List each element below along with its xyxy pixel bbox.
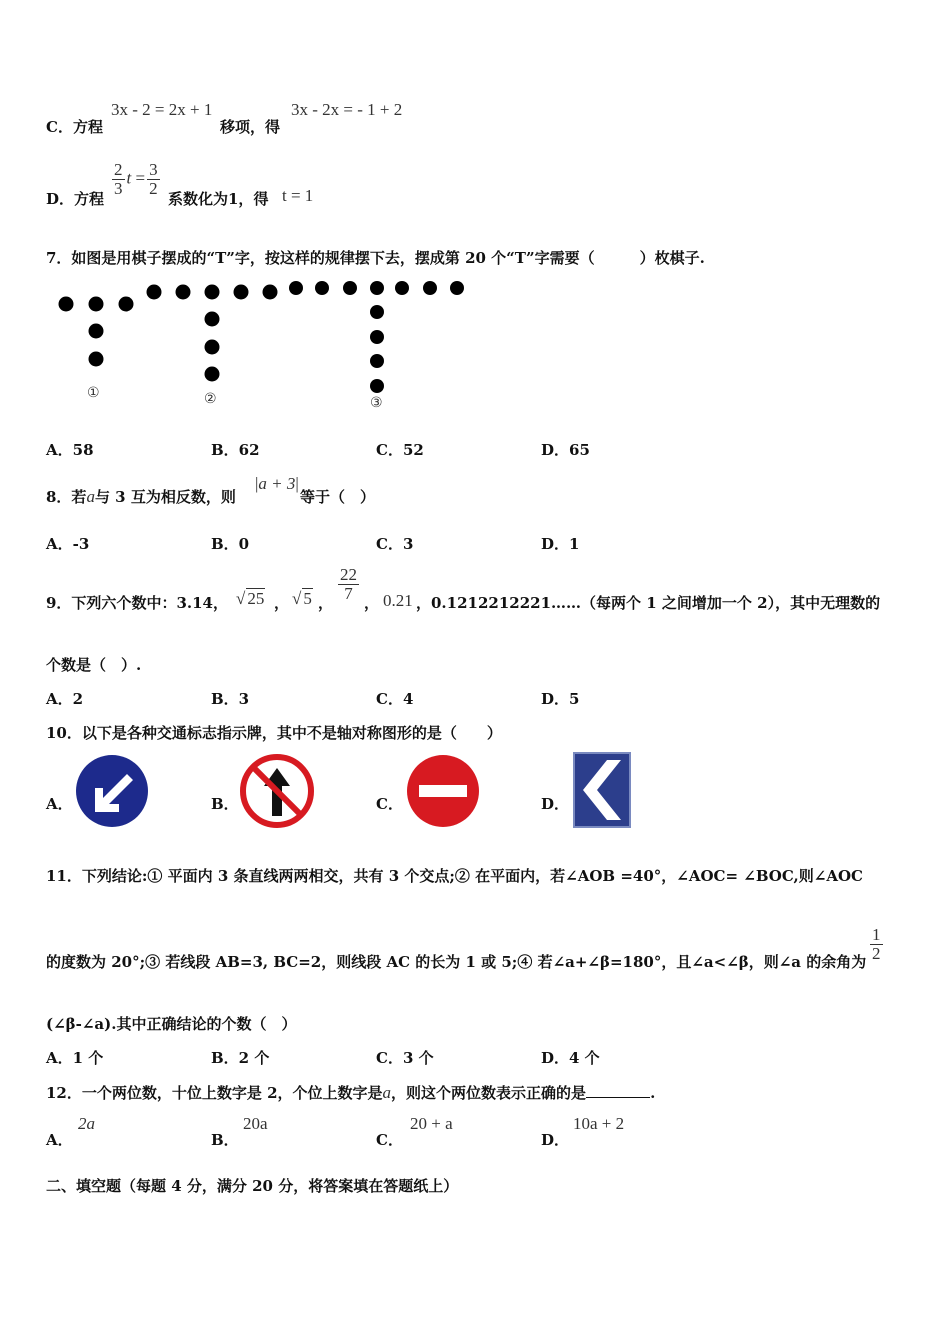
option-a: A． <box>46 1131 73 1149</box>
option-text: 方程 <box>72 118 103 136</box>
option-b: B． <box>211 1131 239 1149</box>
separator: ， <box>274 594 290 612</box>
chess-piece <box>59 297 74 312</box>
question-text: 等于（ ） <box>300 488 376 506</box>
option-d: D．4 个 <box>541 1049 600 1067</box>
chess-piece <box>370 330 384 344</box>
chess-piece <box>370 379 384 393</box>
option-text: 移项，得 <box>220 118 281 136</box>
section-title: 二、填空题（每题 4 分，满分 20 分，将答案填在答题纸上） <box>46 1177 459 1195</box>
chess-piece <box>423 281 437 295</box>
chess-piece <box>205 285 220 300</box>
question-11-line-2: 的度数为 20°;③ 若线段 AB=3, BC=2，则线段 AC 的长为 1 或 5;④ 若∠a+∠β=180°，且∠a<∠β，则∠a 的余角为 <box>46 953 867 971</box>
expression: 2a <box>78 1114 95 1133</box>
question-text: 个数是（ ）. <box>46 656 142 674</box>
question-9-stem: 9．下列六个数中：3.14， <box>46 594 228 612</box>
fraction: $\frac{2}{3}$ <box>114 160 123 198</box>
chess-piece <box>147 285 162 300</box>
option-d: D． <box>541 1131 570 1149</box>
option-text: 方程 <box>74 190 105 208</box>
chess-piece <box>395 281 409 295</box>
option-a: A．58 <box>46 441 94 459</box>
option-c: C． <box>376 1131 403 1149</box>
figure-label: ③ <box>370 395 383 411</box>
question-text: ，0.1212212221……（每两个 1 之间增加一个 2），其中无理数的 <box>416 594 881 612</box>
option-b: B．3 <box>211 690 250 708</box>
option-a: A．1 个 <box>46 1049 104 1067</box>
option-d: D．65 <box>541 441 590 459</box>
fraction: $\frac{3}{2}$ <box>149 160 158 198</box>
chess-piece <box>119 297 134 312</box>
option-b: B．62 <box>211 441 260 459</box>
equation-1: 3x - 2 = 2x + 1 <box>111 100 213 119</box>
expression: 20 + a <box>410 1114 453 1133</box>
chess-piece <box>89 297 104 312</box>
chess-piece <box>263 285 278 300</box>
question-12-stem: 12．一个两位数，十位上数字是 2，个位上数字是a，则这个两位数表示正确的是 . <box>46 1083 656 1102</box>
option-b: B．2 个 <box>211 1049 270 1067</box>
fraction: $\frac{22}{7}$ <box>340 565 357 603</box>
question-7-stem: 7．如图是用棋子摆成的“T”字，按这样的规律摆下去，摆成第 20 个“T”字需要（ ）枚棋子. <box>46 249 705 267</box>
no-straight-sign-icon <box>240 754 314 828</box>
chess-piece <box>370 281 384 295</box>
option-text: 系数化为1，得 <box>168 190 269 208</box>
question-11-line-1: 11．下列结论:① 平面内 3 条直线两两相交，共有 3 个交点;② 在平面内，若∠AOB =40°，∠AOC= ∠BOC,则∠AOC <box>46 867 863 885</box>
option-b: B．0 <box>211 535 250 553</box>
chess-piece <box>205 367 220 382</box>
chevron-sign-icon <box>573 752 631 828</box>
option-letter: D． <box>46 190 75 208</box>
no-entry-sign-icon <box>406 754 480 828</box>
question-10-stem: 10．以下是各种交通标志指示牌，其中不是轴对称图形的是（ ） <box>46 724 502 742</box>
answer-blank <box>586 1083 650 1098</box>
option-d: D．1 <box>541 535 580 553</box>
figure-label: ② <box>204 391 217 407</box>
equation-2: 3x - 2x = - 1 + 2 <box>291 100 403 119</box>
separator: ， <box>318 594 334 612</box>
t-pattern-figure <box>50 276 480 416</box>
option-c: C．3 个 <box>376 1049 434 1067</box>
fraction-equation: $\frac{2}{3}$ t = $\frac{3}{2}$ <box>114 160 158 198</box>
option-letter: C． <box>46 118 73 136</box>
sqrt-25: √ 25 <box>236 589 265 608</box>
absolute-value: |a + 3| <box>255 474 299 493</box>
chess-piece <box>370 305 384 319</box>
chess-piece <box>450 281 464 295</box>
question-11-line-3: (∠β-∠a).其中正确结论的个数（ ） <box>46 1015 297 1033</box>
chess-piece <box>205 312 220 327</box>
option-c-line <box>46 116 103 137</box>
question-8-stem: 8．若a与 3 互为相反数，则 <box>46 487 236 506</box>
chess-piece <box>176 285 191 300</box>
fraction: $\frac{1}{2}$ <box>872 925 881 963</box>
chess-piece <box>89 324 104 339</box>
arrow-sign-icon <box>75 754 149 828</box>
chess-piece <box>343 281 357 295</box>
option-a: A．2 <box>46 690 84 708</box>
option-d-line <box>46 188 104 209</box>
chess-piece <box>370 354 384 368</box>
separator: ， <box>364 594 380 612</box>
option-c: C．4 <box>376 690 414 708</box>
option-c: C． <box>376 795 403 813</box>
result: t = 1 <box>282 186 314 205</box>
expression: 20a <box>243 1114 268 1133</box>
option-c: C．52 <box>376 441 424 459</box>
option-a: A．-3 <box>46 535 90 553</box>
expression: 10a + 2 <box>573 1114 625 1133</box>
option-d: D．5 <box>541 690 580 708</box>
option-a: A． <box>46 795 73 813</box>
figure-label: ① <box>87 385 100 401</box>
option-b: B． <box>211 795 239 813</box>
chess-piece <box>315 281 329 295</box>
chess-piece <box>234 285 249 300</box>
repeating-decimal: 0.21 <box>383 591 413 610</box>
chess-piece <box>205 340 220 355</box>
chess-piece <box>289 281 303 295</box>
option-d: D． <box>541 795 570 813</box>
option-c: C．3 <box>376 535 414 553</box>
chess-piece <box>89 352 104 367</box>
sqrt-5: √ 5 <box>292 589 312 608</box>
